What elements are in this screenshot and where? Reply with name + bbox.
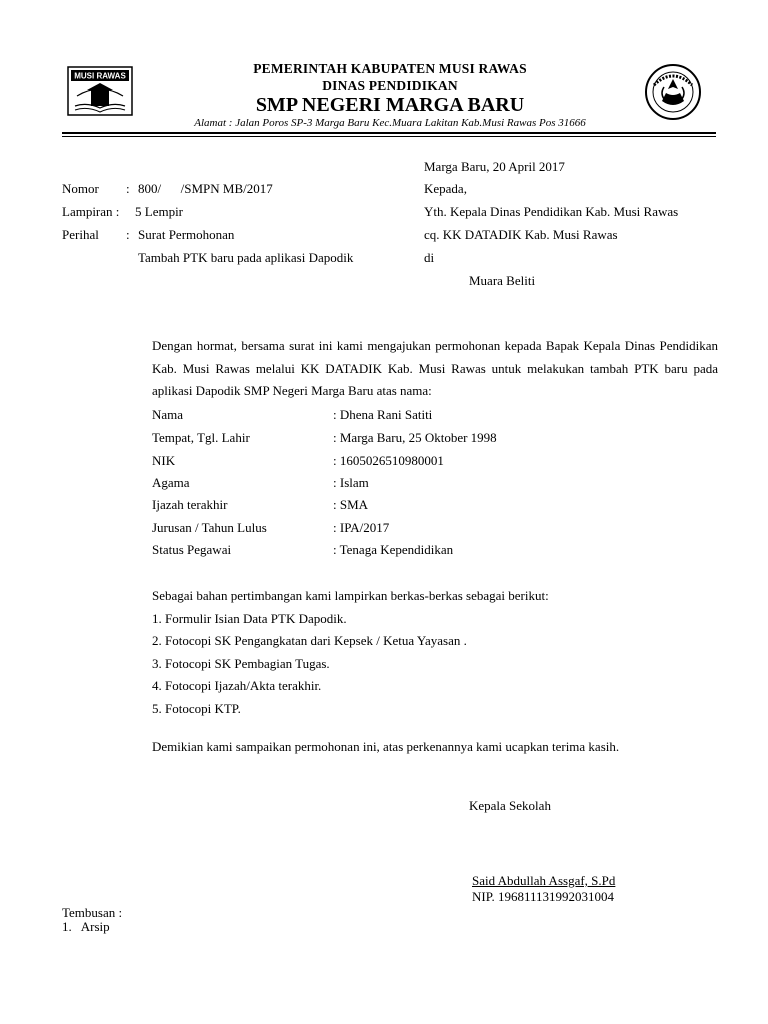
identity-label: Nama: [152, 407, 184, 422]
lampiran-label: Lampiran :: [62, 204, 120, 219]
letterhead-address: Alamat : Jalan Poros SP-3 Marga Baru Kec.Muara Lakitan Kab.Musi Rawas Pos 31666: [194, 117, 586, 129]
signature-name: Said Abdullah Assgaf, S.Pd: [472, 873, 616, 888]
date-place: Marga Baru, 20 April 2017: [424, 159, 565, 174]
svg-text:MUSI RAWAS: MUSI RAWAS: [74, 71, 126, 81]
identity-label: Agama: [152, 475, 190, 490]
perihal-label: Perihal: [62, 227, 99, 242]
attachment-item: 1. Formulir Isian Data PTK Dapodik.: [152, 611, 347, 626]
recipient-kepada: Kepada,: [424, 181, 467, 196]
closing-sentence: Demikian kami sampaikan permohonan ini, atas perkenannya kami ucapkan terima kasih.: [152, 739, 620, 754]
letterhead-government: PEMERINTAH KABUPATEN MUSI RAWAS: [253, 61, 527, 76]
identity-value: : Tenaga Kependidikan: [333, 542, 454, 557]
musi-rawas-logo: [67, 66, 133, 116]
letterhead-rule-thin: [62, 136, 716, 137]
attachment-item: 2. Fotocopi SK Pengangkatan dari Kepsek / Ketua Yayasan .: [152, 633, 467, 648]
recipient-di: di: [424, 250, 435, 265]
letterhead-school-name: SMP NEGERI MARGA BARU: [255, 94, 525, 116]
letterhead-rule-thick: [62, 132, 716, 134]
cc-title: Tembusan :: [62, 905, 123, 920]
nomor-colon: :: [126, 181, 130, 196]
perihal-detail: Tambah PTK baru pada aplikasi Dapodik: [138, 250, 354, 265]
nomor-label: Nomor: [62, 181, 99, 196]
attachment-item: 5. Fotocopi KTP.: [152, 701, 241, 716]
identity-value: : Marga Baru, 25 Oktober 1998: [333, 430, 497, 445]
identity-value: : Islam: [333, 475, 369, 490]
identity-value: : IPA/2017: [333, 520, 390, 535]
lampiran-value: 5 Lempir: [135, 204, 184, 219]
letterhead-department: DINAS PENDIDIKAN: [322, 78, 458, 93]
identity-label: Jurusan / Tahun Lulus: [152, 520, 267, 535]
identity-label: Ijazah terakhir: [152, 497, 228, 512]
identity-value: : Dhena Rani Satiti: [333, 407, 433, 422]
attachment-item: 3. Fotocopi SK Pembagian Tugas.: [152, 656, 330, 671]
signature-nip: NIP. 196811131992031004: [472, 889, 615, 904]
recipient-place: Muara Beliti: [469, 273, 536, 288]
signature-title: Kepala Sekolah: [469, 798, 551, 813]
identity-value: : 1605026510980001: [333, 453, 444, 468]
recipient-yth: Yth. Kepala Dinas Pendidikan Kab. Musi Rawas: [424, 204, 679, 219]
identity-label: Tempat, Tgl. Lahir: [152, 430, 250, 445]
recipient-cq: cq. KK DATADIK Kab. Musi Rawas: [424, 227, 618, 242]
perihal-colon: :: [126, 227, 130, 242]
attachment-item: 4. Fotocopi Ijazah/Akta terakhir.: [152, 678, 322, 693]
identity-value: : SMA: [333, 497, 369, 512]
attachments-intro: Sebagai bahan pertimbangan kami lampirkan berkas-berkas sebagai berikut:: [152, 588, 549, 603]
tut-wuri-handayani-logo: [642, 63, 704, 121]
cc-item: 1. Arsip: [62, 919, 110, 934]
opening-paragraph: Dengan hormat, bersama surat ini kami mengajukan permohonan kepada Bapak Kepala Dinas Pendidikan Kab. Musi Rawas melalui KK DATADIK Kab. Musi Rawas untuk melakukan tambah PTK baru pada aplikasi Dapodik SMP Negeri Marga Baru atas nama:: [152, 338, 718, 398]
identity-label: Status Pegawai: [152, 542, 232, 557]
nomor-value: 800/ /SMPN MB/2017: [138, 181, 273, 196]
perihal-value: Surat Permohonan: [138, 227, 235, 242]
identity-label: NIK: [152, 453, 176, 468]
